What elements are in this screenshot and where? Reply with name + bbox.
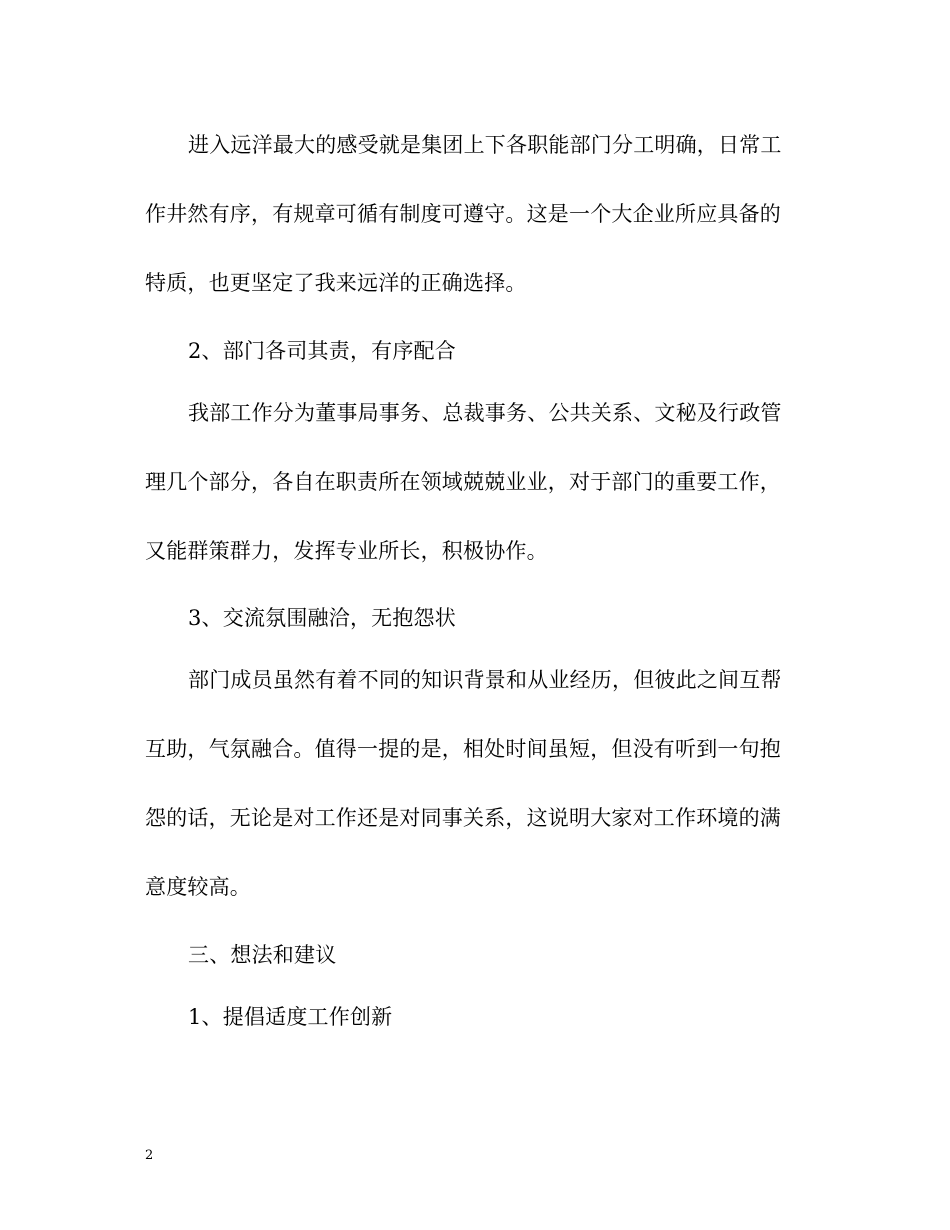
paragraph-3-line-1: 部门成员虽然有着不同的知识背景和从业经历，但彼此之间互帮 (188, 668, 782, 692)
page-number: 2 (145, 1148, 154, 1163)
paragraph-2-line-1: 我部工作分为董事局事务、总裁事务、公共关系、文秘及行政管 (188, 401, 782, 425)
paragraph-2-line-3: 又能群策群力，发挥专业所长，积极协作。 (145, 539, 548, 563)
heading-2: 2、部门各司其责，有序配合 (188, 339, 456, 363)
paragraph-1-line-3: 特质，也更坚定了我来远洋的正确选择。 (145, 271, 527, 295)
section-heading-three: 三、想法和建议 (188, 943, 337, 967)
paragraph-3-line-4: 意度较高。 (145, 875, 251, 899)
paragraph-1-line-1: 进入远洋最大的感受就是集团上下各职能部门分工明确，日常工 (188, 133, 782, 157)
paragraph-3-line-3: 怨的话，无论是对工作还是对同事关系，这说明大家对工作环境的满 (145, 806, 781, 830)
paragraph-2-line-2: 理几个部分，各自在职责所在领域兢兢业业，对于部门的重要工作， (145, 470, 781, 494)
heading-1-innovation: 1、提倡适度工作创新 (188, 1005, 393, 1029)
paragraph-1-line-2: 作井然有序，有规章可循有制度可遵守。这是一个大企业所应具备的 (145, 202, 781, 226)
paragraph-3-line-2: 互助，气氛融合。值得一提的是，相处时间虽短，但没有听到一句抱 (145, 737, 781, 761)
heading-3: 3、交流氛围融洽，无抱怨状 (188, 606, 456, 630)
